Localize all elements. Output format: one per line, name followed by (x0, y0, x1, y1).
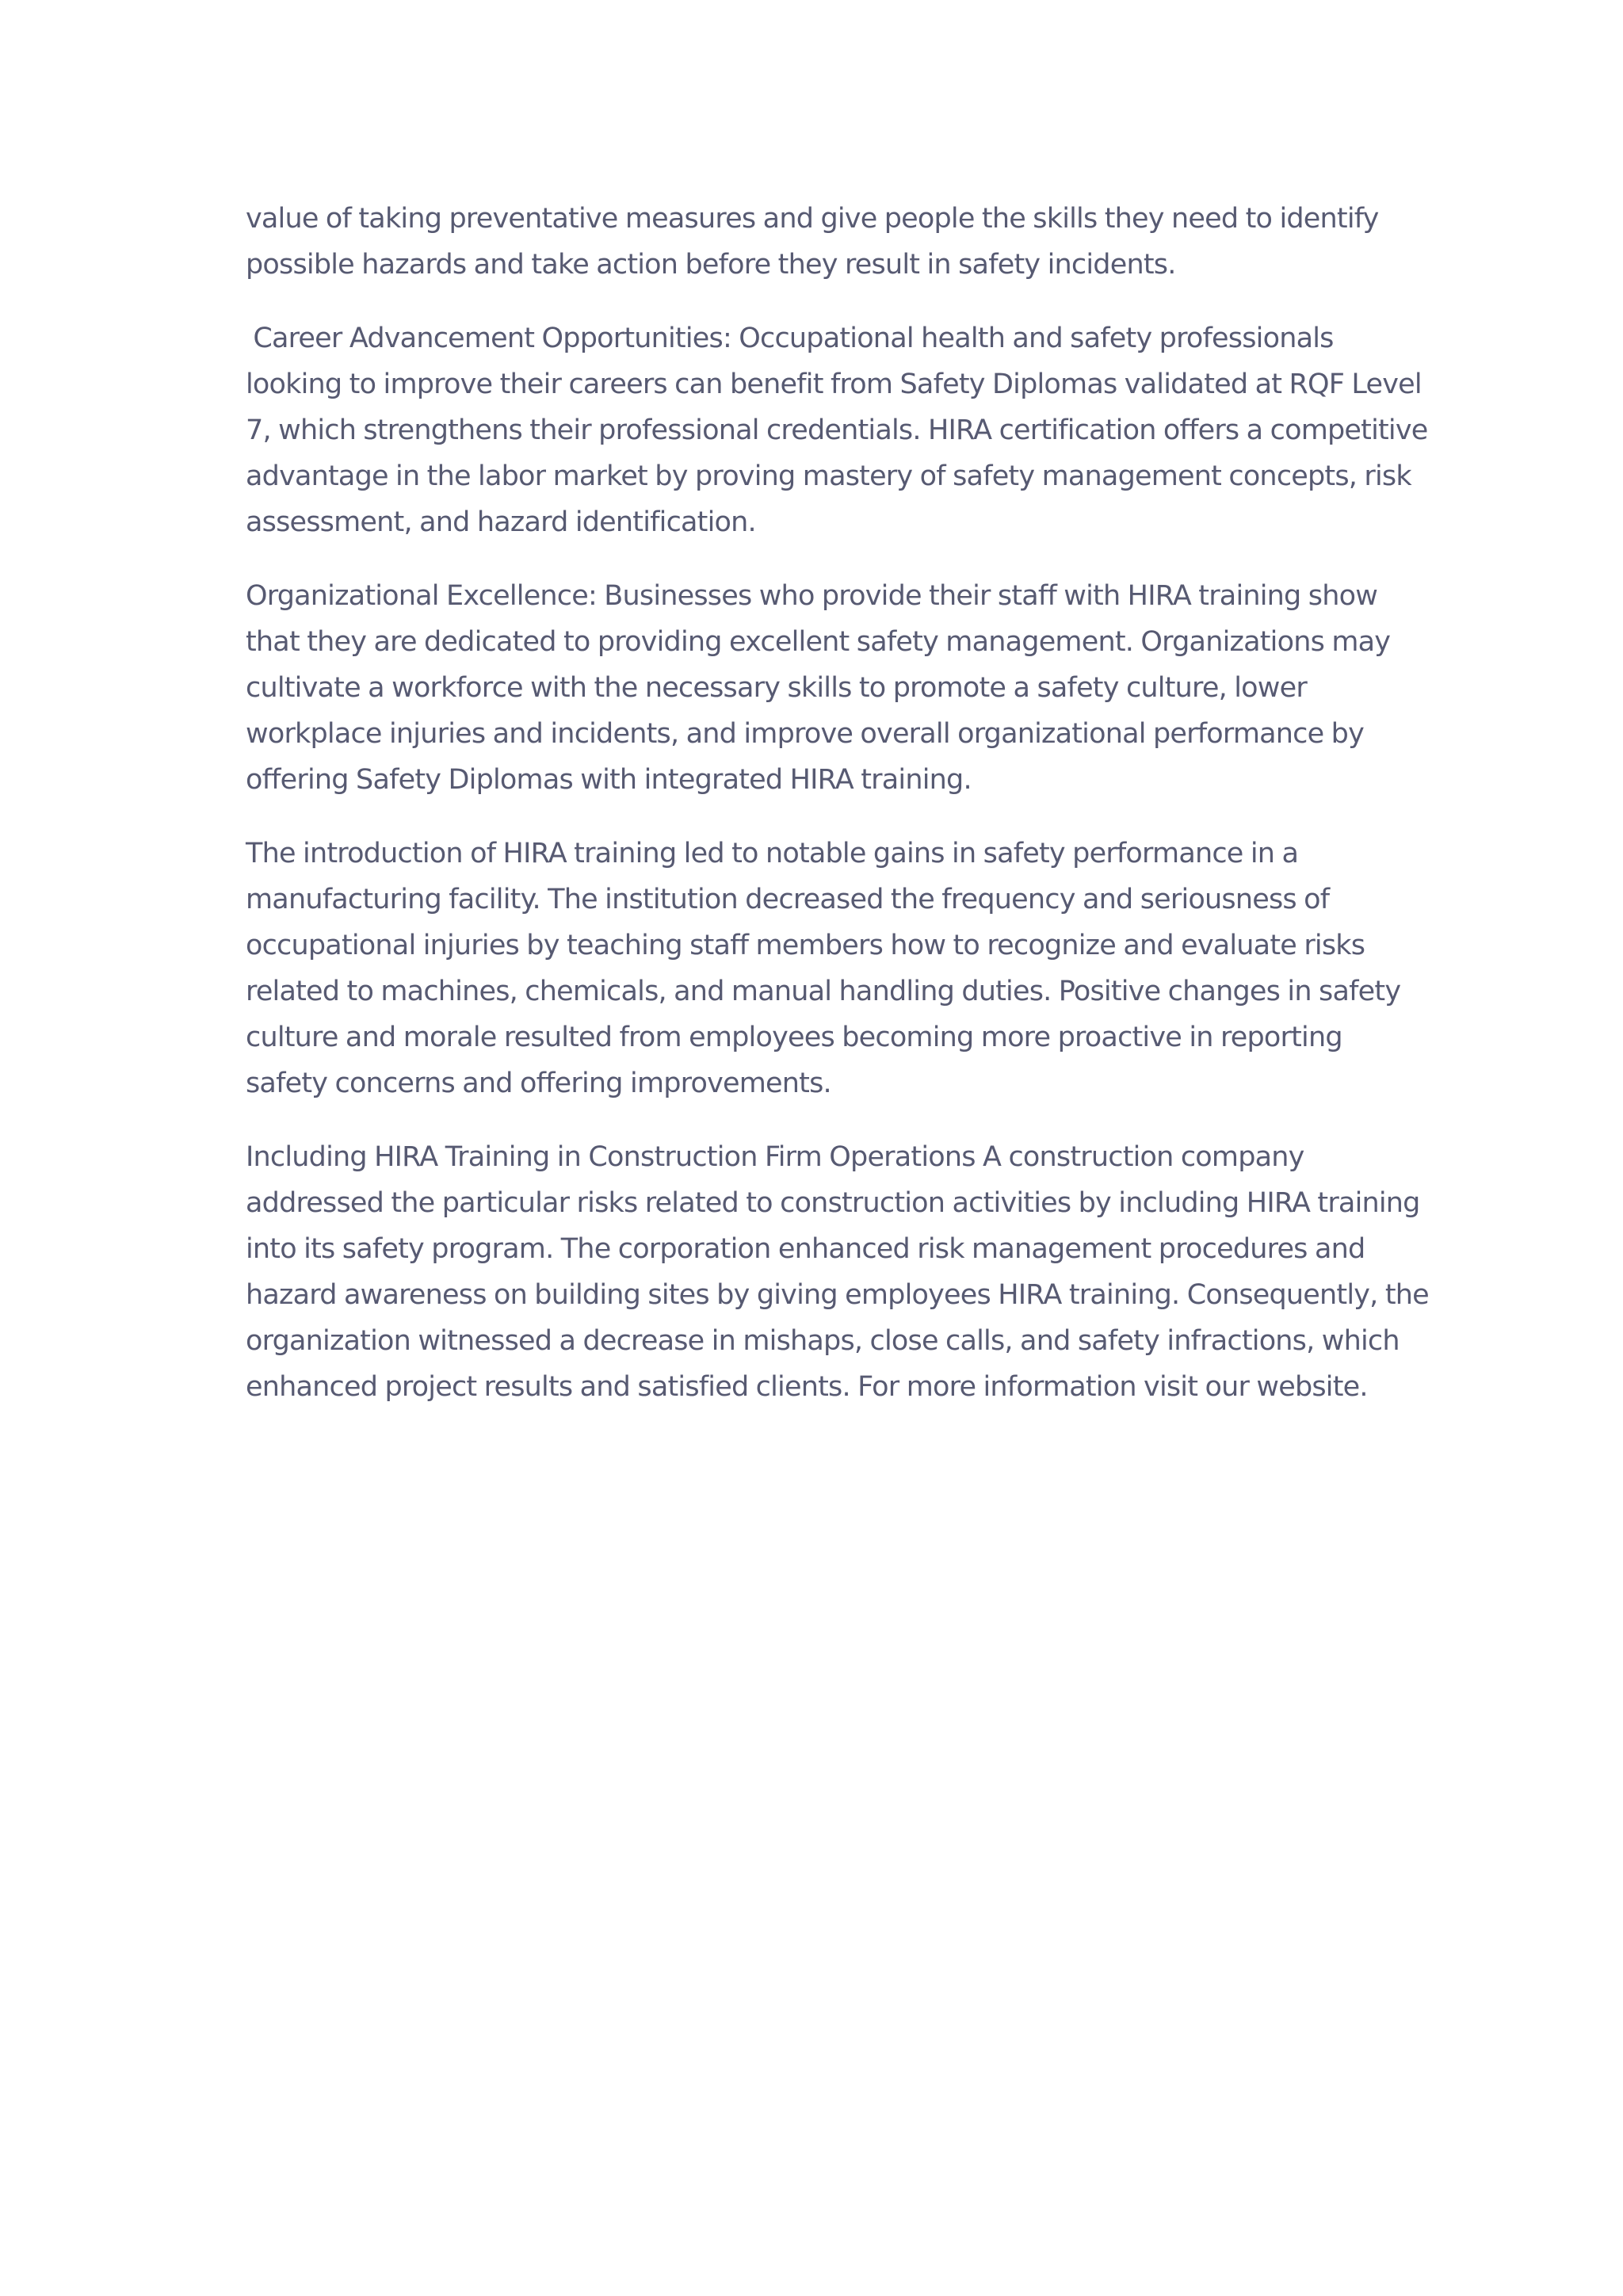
text-line: offering Safety Diplomas with integrated HIRA training. (246, 764, 972, 796)
text-line: Including HIRA Training in Construction Firm Operations A construction company (246, 1141, 1304, 1173)
text-line: that they are dedicated to providing excellent safety management. Organizations may (246, 626, 1391, 658)
text-line: looking to improve their careers can benefit from Safety Diplomas validated at RQF Level (246, 369, 1422, 400)
document-body (246, 196, 1438, 1438)
paragraph-construction-firm (246, 1134, 1438, 1410)
paragraph-prevention (246, 196, 1438, 288)
text-line: Organizational Excellence: Businesses who provide their staff with HIRA training show (246, 580, 1378, 612)
text-line: advantage in the labor market by proving mastery of safety management concepts, risk (246, 460, 1411, 492)
text-line: cultivate a workforce with the necessary skills to promote a safety culture, lower (246, 672, 1307, 704)
text-line: hazard awareness on building sites by giving employees HIRA training. Consequently, the (246, 1279, 1429, 1311)
text-line: enhanced project results and satisfied clients. For more information visit our website. (246, 1371, 1368, 1403)
text-line: into its safety program. The corporation enhanced risk management procedures and (246, 1233, 1365, 1265)
text-line: related to machines, chemicals, and manual handling duties. Positive changes in safety (246, 976, 1401, 1007)
text-line: assessment, and hazard identification. (246, 506, 756, 538)
text-line: Career Advancement Opportunities: Occupational health and safety professionals (246, 323, 1334, 354)
text-line: possible hazards and take action before they result in safety incidents. (246, 249, 1176, 281)
text-line: safety concerns and offering improvements. (246, 1068, 831, 1099)
text-line: addressed the particular risks related to construction activities by including HIRA training (246, 1187, 1420, 1219)
paragraph-manufacturing-facility (246, 831, 1438, 1106)
paragraph-organizational-excellence (246, 573, 1438, 803)
text-line: 7, which strengthens their professional credentials. HIRA certification offers a competitive (246, 415, 1428, 446)
text-line: manufacturing facility. The institution decreased the frequency and seriousness of (246, 884, 1330, 915)
text-line: The introduction of HIRA training led to notable gains in safety performance in a (246, 838, 1299, 869)
text-line: workplace injuries and incidents, and improve overall organizational performance by (246, 718, 1365, 750)
text-line: organization witnessed a decrease in mishaps, close calls, and safety infractions, which (246, 1325, 1400, 1357)
text-line: culture and morale resulted from employees becoming more proactive in reporting (246, 1022, 1342, 1053)
paragraph-career-advancement (246, 315, 1438, 545)
text-line: occupational injuries by teaching staff members how to recognize and evaluate risks (246, 930, 1365, 961)
text-line: value of taking preventative measures and give people the skills they need to identify (246, 203, 1379, 235)
